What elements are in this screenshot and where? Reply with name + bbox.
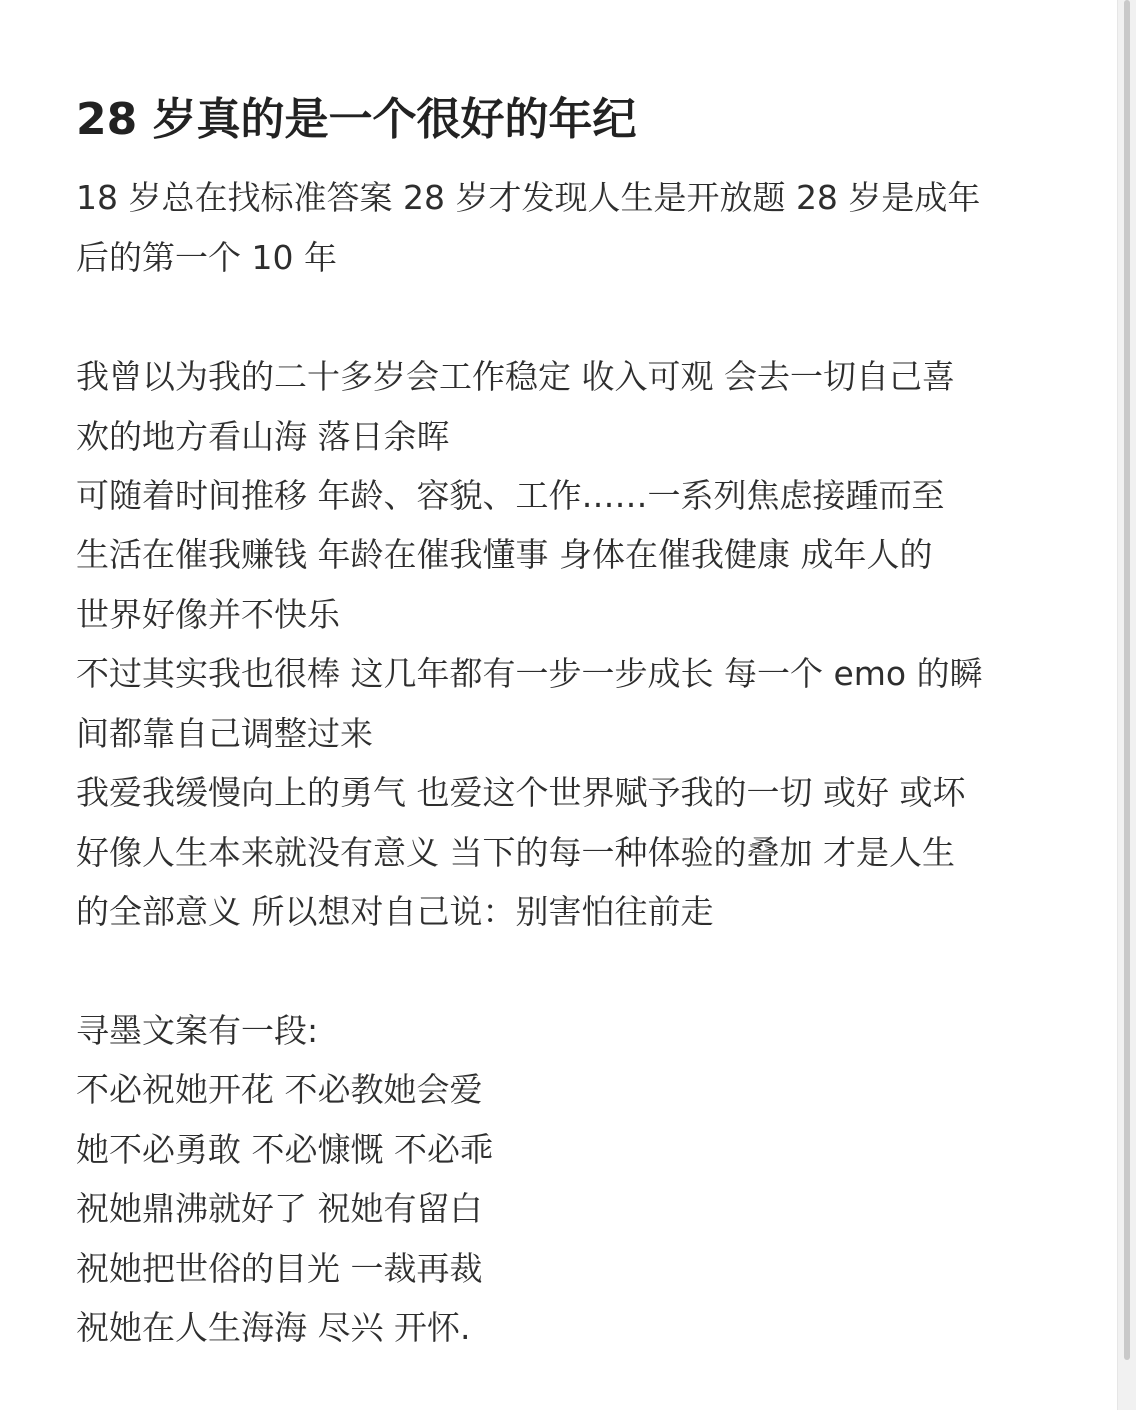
body-line-2: 后的第一个 10 年 — [76, 238, 337, 277]
quote-line-2: 她不必勇敢 不必慷慨 不必乖 — [76, 1130, 493, 1169]
body-line-5: 可随着时间推移 年龄、容貌、工作……一系列焦虑接踵而至 — [76, 476, 945, 515]
body-line-12: 的全部意义 所以想对自己说：别害怕往前走 — [76, 892, 714, 931]
vertical-scrollbar[interactable] — [1117, 0, 1136, 1410]
article-title: 28 岁真的是一个很好的年纪 — [76, 94, 637, 145]
body-line-1: 18 岁总在找标准答案 28 岁才发现人生是开放题 28 岁是成年 — [76, 178, 981, 217]
quote-line-1: 不必祝她开花 不必教她会爱 — [76, 1070, 483, 1109]
body-line-4: 欢的地方看山海 落日余晖 — [76, 417, 450, 456]
body-line-6: 生活在催我赚钱 年龄在催我懂事 身体在催我健康 成年人的 — [76, 535, 933, 574]
body-line-3: 我曾以为我的二十多岁会工作稳定 收入可观 会去一切自己喜 — [76, 357, 955, 396]
body-line-11: 好像人生本来就没有意义 当下的每一种体验的叠加 才是人生 — [76, 833, 955, 872]
body-line-7: 世界好像并不快乐 — [76, 595, 340, 634]
scrollbar-thumb[interactable] — [1124, 0, 1130, 1360]
body-line-8: 不过其实我也很棒 这几年都有一步一步成长 每一个 emo 的瞬 — [76, 654, 983, 693]
body-line-10: 我爱我缓慢向上的勇气 也爱这个世界赋予我的一切 或好 或坏 — [76, 773, 966, 812]
quote-line-5: 祝她在人生海海 尽兴 开怀. — [76, 1308, 471, 1347]
body-line-9: 间都靠自己调整过来 — [76, 714, 373, 753]
quote-line-3: 祝她鼎沸就好了 祝她有留白 — [76, 1189, 483, 1228]
quote-intro: 寻墨文案有一段: — [76, 1011, 319, 1050]
quote-line-4: 祝她把世俗的目光 一裁再裁 — [76, 1249, 483, 1288]
